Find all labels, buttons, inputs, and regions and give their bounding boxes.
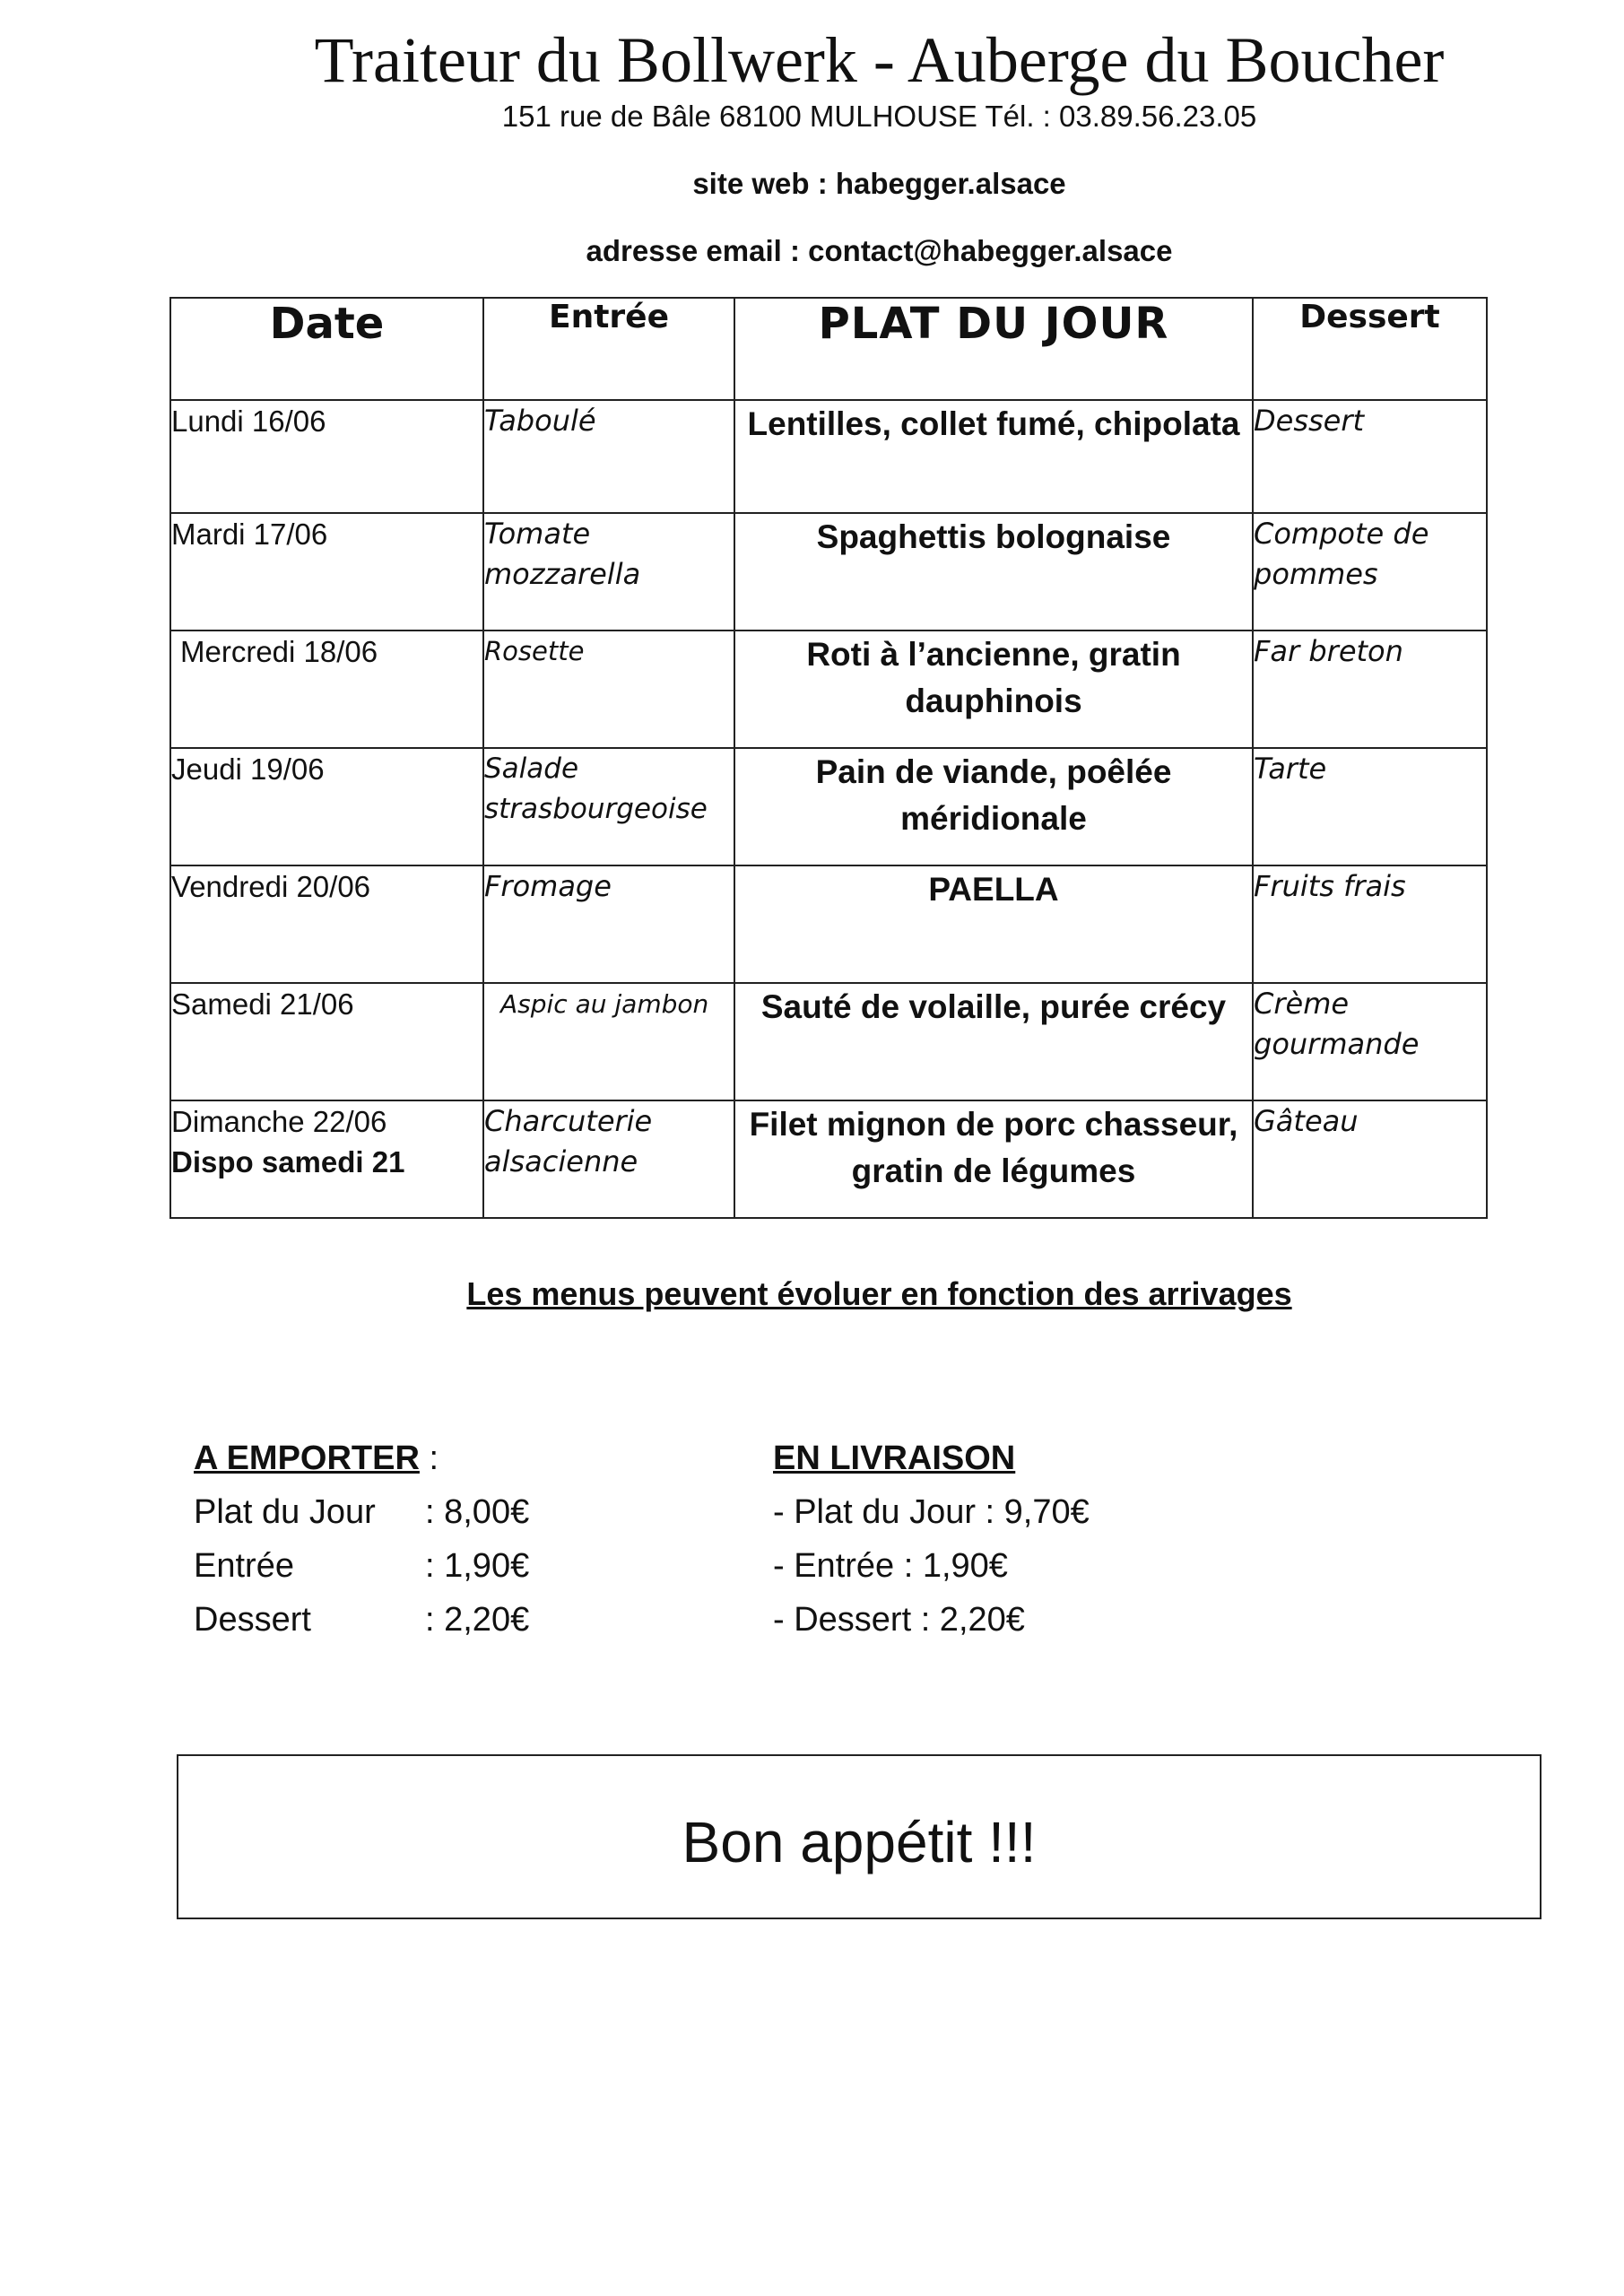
delivery-price-row: [773, 1485, 1401, 1539]
table-row: [170, 983, 1487, 1100]
table-row: [170, 865, 1487, 983]
price-value: : 1,90€: [425, 1547, 530, 1585]
weekly-menu-table: [169, 297, 1488, 1219]
header-entree: Entrée: [483, 298, 734, 400]
entree-cell: Charcuterie alsacienne: [483, 1100, 734, 1218]
delivery-price-row: [773, 1593, 1401, 1647]
date-cell: [170, 631, 483, 748]
price-value: : 2,20€: [425, 1601, 530, 1639]
table-header-row: [170, 298, 1487, 400]
table-row: [170, 513, 1487, 631]
restaurant-title: Traiteur du Bollwerk - Auberge du Boucher: [314, 24, 1445, 96]
entree-cell: Salade strasbourgeoise: [483, 748, 734, 865]
price-label: Dessert: [194, 1601, 311, 1639]
closing-message: Bon appétit !!!: [682, 1810, 1037, 1874]
day-label: Samedi 21/06: [171, 987, 354, 1021]
takeaway-heading-label: A EMPORTER: [194, 1439, 420, 1477]
dessert-cell: Fruits frais: [1253, 865, 1487, 983]
date-cell: [170, 513, 483, 631]
table-row: [170, 1100, 1487, 1218]
date-cell: [170, 865, 483, 983]
table-row: [170, 748, 1487, 865]
entree-cell: Rosette: [483, 631, 734, 748]
day-label: Mardi 17/06: [171, 517, 328, 551]
delivery-price-line: - Plat du Jour : 9,70€: [773, 1493, 1090, 1531]
day-label: Vendredi 20/06: [171, 870, 371, 903]
date-cell: [170, 748, 483, 865]
header-dessert: Dessert: [1253, 298, 1487, 400]
price-label: Entrée: [194, 1547, 294, 1585]
delivery-price-row: [773, 1539, 1401, 1593]
plat-cell: Sauté de volaille, purée crécy: [734, 983, 1253, 1100]
day-label: Mercredi 18/06: [180, 635, 378, 668]
entree-cell: Fromage: [483, 865, 734, 983]
plat-cell: Lentilles, collet fumé, chipolata: [734, 400, 1253, 513]
plat-cell: PAELLA: [734, 865, 1253, 983]
closing-box: [177, 1754, 1541, 1919]
takeaway-pricing: [194, 1431, 696, 1647]
dessert-cell: Dessert: [1253, 400, 1487, 513]
dessert-cell: Compote de pommes: [1253, 513, 1487, 631]
takeaway-heading-colon: :: [419, 1439, 439, 1477]
takeaway-heading: [194, 1431, 696, 1485]
delivery-heading-label: EN LIVRAISON: [773, 1439, 1016, 1477]
date-cell: [170, 983, 483, 1100]
dessert-cell: Far breton: [1253, 631, 1487, 748]
availability-note: Dispo samedi 21: [171, 1145, 405, 1178]
dessert-cell: Gâteau: [1253, 1100, 1487, 1218]
delivery-heading: [773, 1431, 1401, 1485]
delivery-price-line: - Dessert : 2,20€: [773, 1601, 1025, 1639]
header-date: Date: [170, 298, 483, 400]
entree-cell: Aspic au jambon: [483, 983, 734, 1100]
takeaway-price-row: [194, 1593, 696, 1647]
plat-cell: Filet mignon de porc chasseur, gratin de légumes: [734, 1100, 1253, 1218]
price-label: Plat du Jour: [194, 1493, 376, 1531]
date-cell: [170, 1100, 483, 1218]
price-value: : 8,00€: [425, 1493, 530, 1531]
website-line: site web : habegger.alsace: [692, 167, 1066, 200]
day-label: Lundi 16/06: [171, 404, 326, 438]
address-line: 151 rue de Bâle 68100 MULHOUSE Tél. : 03.89.56.23.05: [501, 100, 1257, 133]
header-plat-du-jour: PLAT DU JOUR: [734, 298, 1253, 400]
day-label: Jeudi 19/06: [171, 752, 325, 786]
takeaway-price-row: [194, 1485, 696, 1539]
menu-change-notice: Les menus peuvent évoluer en fonction des arrivages: [466, 1275, 1292, 1312]
plat-cell: Roti à l’ancienne, gratin dauphinois: [734, 631, 1253, 748]
entree-cell: Taboulé: [483, 400, 734, 513]
delivery-pricing: [773, 1431, 1401, 1647]
day-label: Dimanche 22/06: [171, 1105, 387, 1138]
table-row: [170, 400, 1487, 513]
entree-cell: Tomate mozzarella: [483, 513, 734, 631]
plat-cell: Pain de viande, poêlée méridionale: [734, 748, 1253, 865]
plat-cell: Spaghettis bolognaise: [734, 513, 1253, 631]
email-line: adresse email : contact@habegger.alsace: [586, 234, 1173, 267]
takeaway-price-row: [194, 1539, 696, 1593]
dessert-cell: Tarte: [1253, 748, 1487, 865]
dessert-cell: Crème gourmande: [1253, 983, 1487, 1100]
table-row: [170, 631, 1487, 748]
date-cell: [170, 400, 483, 513]
delivery-price-line: - Entrée : 1,90€: [773, 1547, 1008, 1585]
